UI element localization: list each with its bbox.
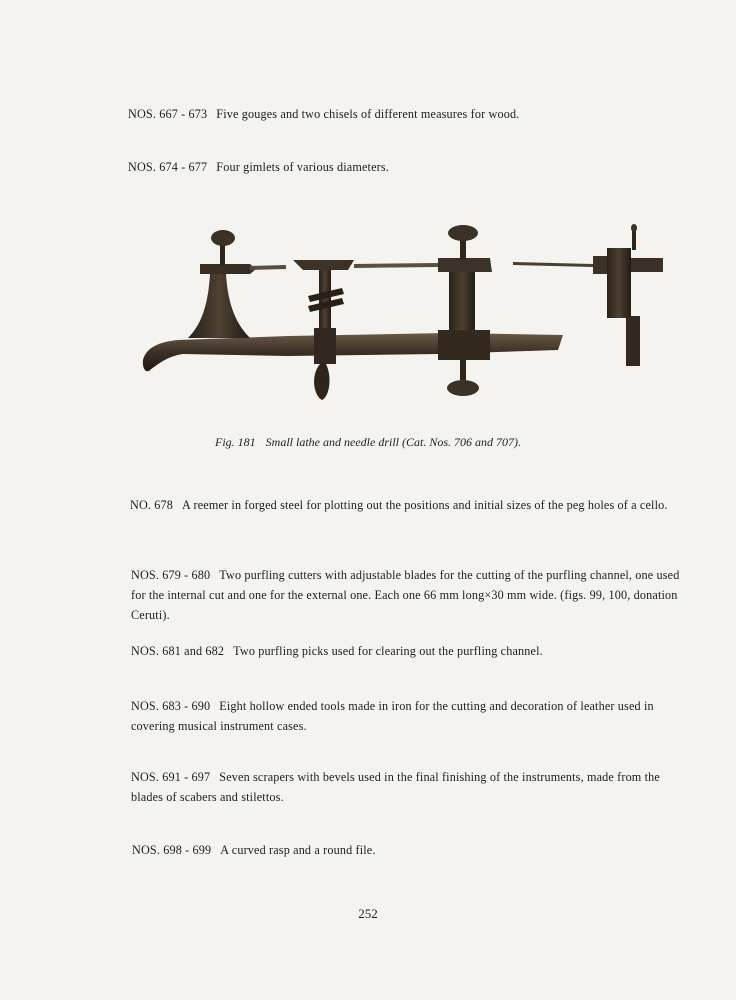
page-number: 252: [358, 906, 378, 921]
entry-text: Two purfling picks used for clearing out the purfling channel.: [233, 644, 543, 658]
entry-674-677: [128, 157, 688, 177]
entry-number: NOS. 681 and 682: [131, 644, 225, 658]
entry-number: NOS. 698 - 699: [132, 843, 212, 857]
figure-label: Fig. 181: [215, 435, 256, 449]
lathe: [143, 225, 563, 400]
entry-691-697: [131, 767, 687, 807]
entry-text: Five gouges and two chisels of different measures for wood.: [216, 107, 520, 121]
entry-text: A curved rasp and a round file.: [220, 843, 376, 857]
entry-number: NOS. 691 - 697: [131, 770, 211, 784]
entry-678: [130, 495, 686, 515]
entry-text: A reemer in forged steel for plotting out the positions and initial sizes of the peg holes of a cello.: [182, 498, 668, 512]
entry-667-673: [128, 104, 688, 124]
entry-text: Eight hollow ended tools made in iron for the cutting and decoration of leather used in covering musical instrument cases.: [131, 699, 654, 733]
entry-number: NOS. 674 - 677: [128, 160, 208, 174]
entry-text: Four gimlets of various diameters.: [216, 160, 389, 174]
entry-number: NOS. 667 - 673: [128, 107, 208, 121]
entry-683-690: [131, 696, 687, 736]
lathe-and-drill-photo: [138, 218, 678, 413]
entry-number: NOS. 683 - 690: [131, 699, 211, 713]
figure-caption-text: Small lathe and needle drill (Cat. Nos. 706 and 707).: [265, 435, 521, 449]
entry-number: NO. 678: [130, 498, 174, 512]
entry-number: NOS. 679 - 680: [131, 568, 211, 582]
entry-679-680: [131, 565, 687, 625]
entry-text: Seven scrapers with bevels used in the final finishing of the instruments, made from the blades of scabers and stilettos.: [131, 770, 660, 804]
entry-text: Two purfling cutters with adjustable blades for the cutting of the purfling channel, one used for the internal cut and one for the external one. Each one 66 mm long×30 mm wide. (figs. 99, 100, donation Ceruti).: [131, 568, 680, 622]
figure-caption: [0, 435, 736, 450]
entry-681-682: [131, 641, 687, 661]
entry-698-699: [132, 840, 688, 860]
